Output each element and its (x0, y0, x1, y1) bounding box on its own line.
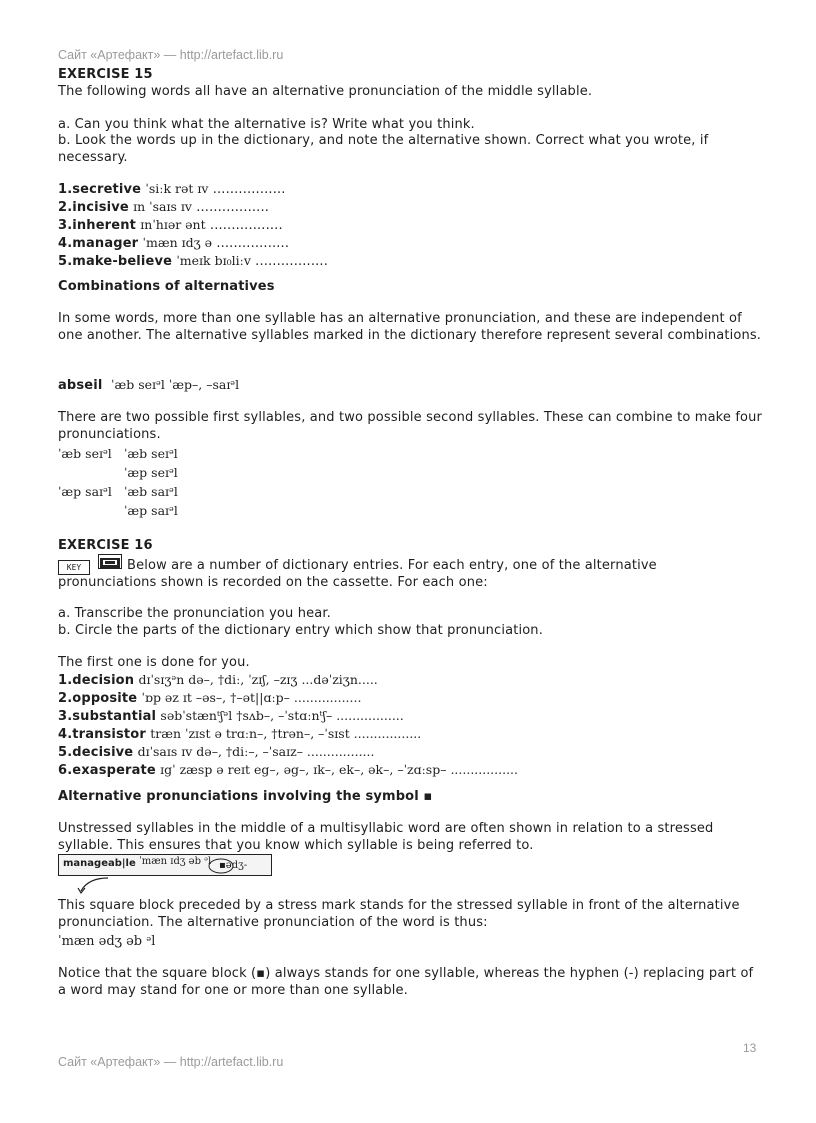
symbol-paragraph-1: Unstressed syllables in the middle of a multisyllabic word are often shown in relation to a stressed syllable. This ensures that you know which syllable is being referred to. (58, 821, 714, 853)
exercise-15-title: EXERCISE 15 (58, 67, 153, 82)
dictionary-entry-image (58, 854, 272, 876)
list-item: 3.substantial səbˈstænᵗʃᵊl †sʌb–, –ˈstɑːnᵗʃ– ................. (58, 708, 404, 724)
exercise-16-note: The first one is done for you. (58, 655, 250, 670)
combinations-heading: Combinations of alternatives (58, 279, 275, 294)
item-word: incisive (72, 200, 129, 215)
exercise-15-list (58, 180, 328, 270)
list-item: 4.manager ˈmæn ɪdʒ ə ................. (58, 235, 290, 251)
dict-word: manageab|le (63, 858, 136, 869)
dict-alt: ▪ədʒ- (219, 860, 248, 871)
exercise-16-instruction-a: a. Transcribe the pronunciation you hear. (58, 606, 331, 621)
page-number: 13 (743, 1041, 757, 1055)
combinations-paragraph: In some words, more than one syllable has an alternative pronunciation, and these are independent of one another. The alternative syllables marked in the dictionary therefore represent several combinations. (58, 311, 762, 343)
header-source-link: Сайт «Артефакт» — http://artefact.lib.ru (58, 48, 284, 62)
symbol-example-pron: ˈmæn ədʒ əb ᵊl (58, 934, 156, 949)
exercise-16-title: EXERCISE 16 (58, 538, 153, 553)
dict-pron: ˈmæn ɪdʒ əb ᵊl (139, 856, 212, 867)
symbol-paragraph-3: Notice that the square block (▪) always stands for one syllable, whereas the hyphen (-) replacing part of a word may stand for one or more than one syllable. (58, 966, 754, 998)
combo-row: ˈæp seɪᵊl (124, 465, 178, 480)
list-item: 5.make-believe ˈmeɪk bɪ₀liːv ................. (58, 253, 328, 269)
list-item: 2.incisive ɪn ˈsaɪs ɪv ................. (58, 199, 270, 215)
symbol-paragraph-2: This square block preceded by a stress mark stands for the stressed syllable in front of the alternative pronunciation. The alternative pronunciation of the word is thus: (58, 898, 740, 930)
exercise-15-intro: The following words all have an alternative pronunciation of the middle syllable. (58, 84, 593, 99)
pronunciation-combinations (58, 444, 178, 520)
abseil-word: abseil (58, 378, 103, 393)
pointer-arrow-icon (74, 874, 114, 896)
exercise-16-intro: Below are a number of dictionary entries. For each entry, one of the alternative pronunciations shown is recorded on the cassette. For each one: (58, 558, 657, 590)
item-word: inherent (72, 218, 136, 233)
abseil-pron: ˈæb seɪᵊl ˈæp–, –saɪᵊl (111, 377, 240, 392)
list-item: 1.secretive ˈsiːk rət ɪv ................. (58, 181, 286, 197)
exercise-15-instruction-a: a. Can you think what the alternative is? Write what you think. (58, 117, 475, 132)
exercise-16-instruction-b: b. Circle the parts of the dictionary entry which show that pronunciation. (58, 623, 543, 638)
exercise-16-list (58, 671, 518, 779)
list-item: 2.opposite ˈɒp əz ɪt –əs–, †–ət||ɑːp– ................. (58, 690, 362, 706)
abseil-entry (58, 376, 239, 394)
list-item: 6.exasperate ɪgˈ zæsp ə reɪt eg–, əg–, ɪk–, ek–, ək–, –ˈzɑːsp– ................. (58, 762, 518, 778)
highlight-circle-icon (207, 857, 235, 875)
item-word: manager (72, 236, 139, 251)
exercise-15-instruction-b: b. Look the words up in the dictionary, and note the alternative shown. Correct what you wrote, if necessary. (58, 133, 709, 165)
item-word: make-believe (72, 254, 173, 269)
list-item: 3.inherent ɪnˈhɪər ənt ................. (58, 217, 283, 233)
footer-source-link: Сайт «Артефакт» — http://artefact.lib.ru (58, 1055, 284, 1069)
list-item: 4.transistor træn ˈzɪst ə trɑːn–, †trən–, –ˈsɪst ................. (58, 726, 422, 742)
combo-row: ˈæp saɪᵊl (124, 503, 178, 518)
symbol-heading: Alternative pronunciations involving the symbol ▪ (58, 789, 433, 804)
key-icon: KEY (58, 560, 90, 575)
item-word: secretive (72, 182, 142, 197)
list-item: 1.decision dɪˈsɪʒᵊn də–, †diː, ˈzɪʃ, –zɪʒ ...dəˈziʒn..... (58, 672, 378, 688)
list-item: 5.decisive dɪˈsaɪs ɪv də–, †diː–, –ˈsaɪz– ................. (58, 744, 375, 760)
combo-row: ˈæp saɪᵊl ˈæb saɪᵊl (58, 484, 178, 499)
combo-row: ˈæb seɪᵊl ˈæb seɪᵊl (58, 446, 178, 461)
combinations-paragraph-2: There are two possible first syllables, and two possible second syllables. These can combine to make four pronunciations. (58, 410, 763, 442)
